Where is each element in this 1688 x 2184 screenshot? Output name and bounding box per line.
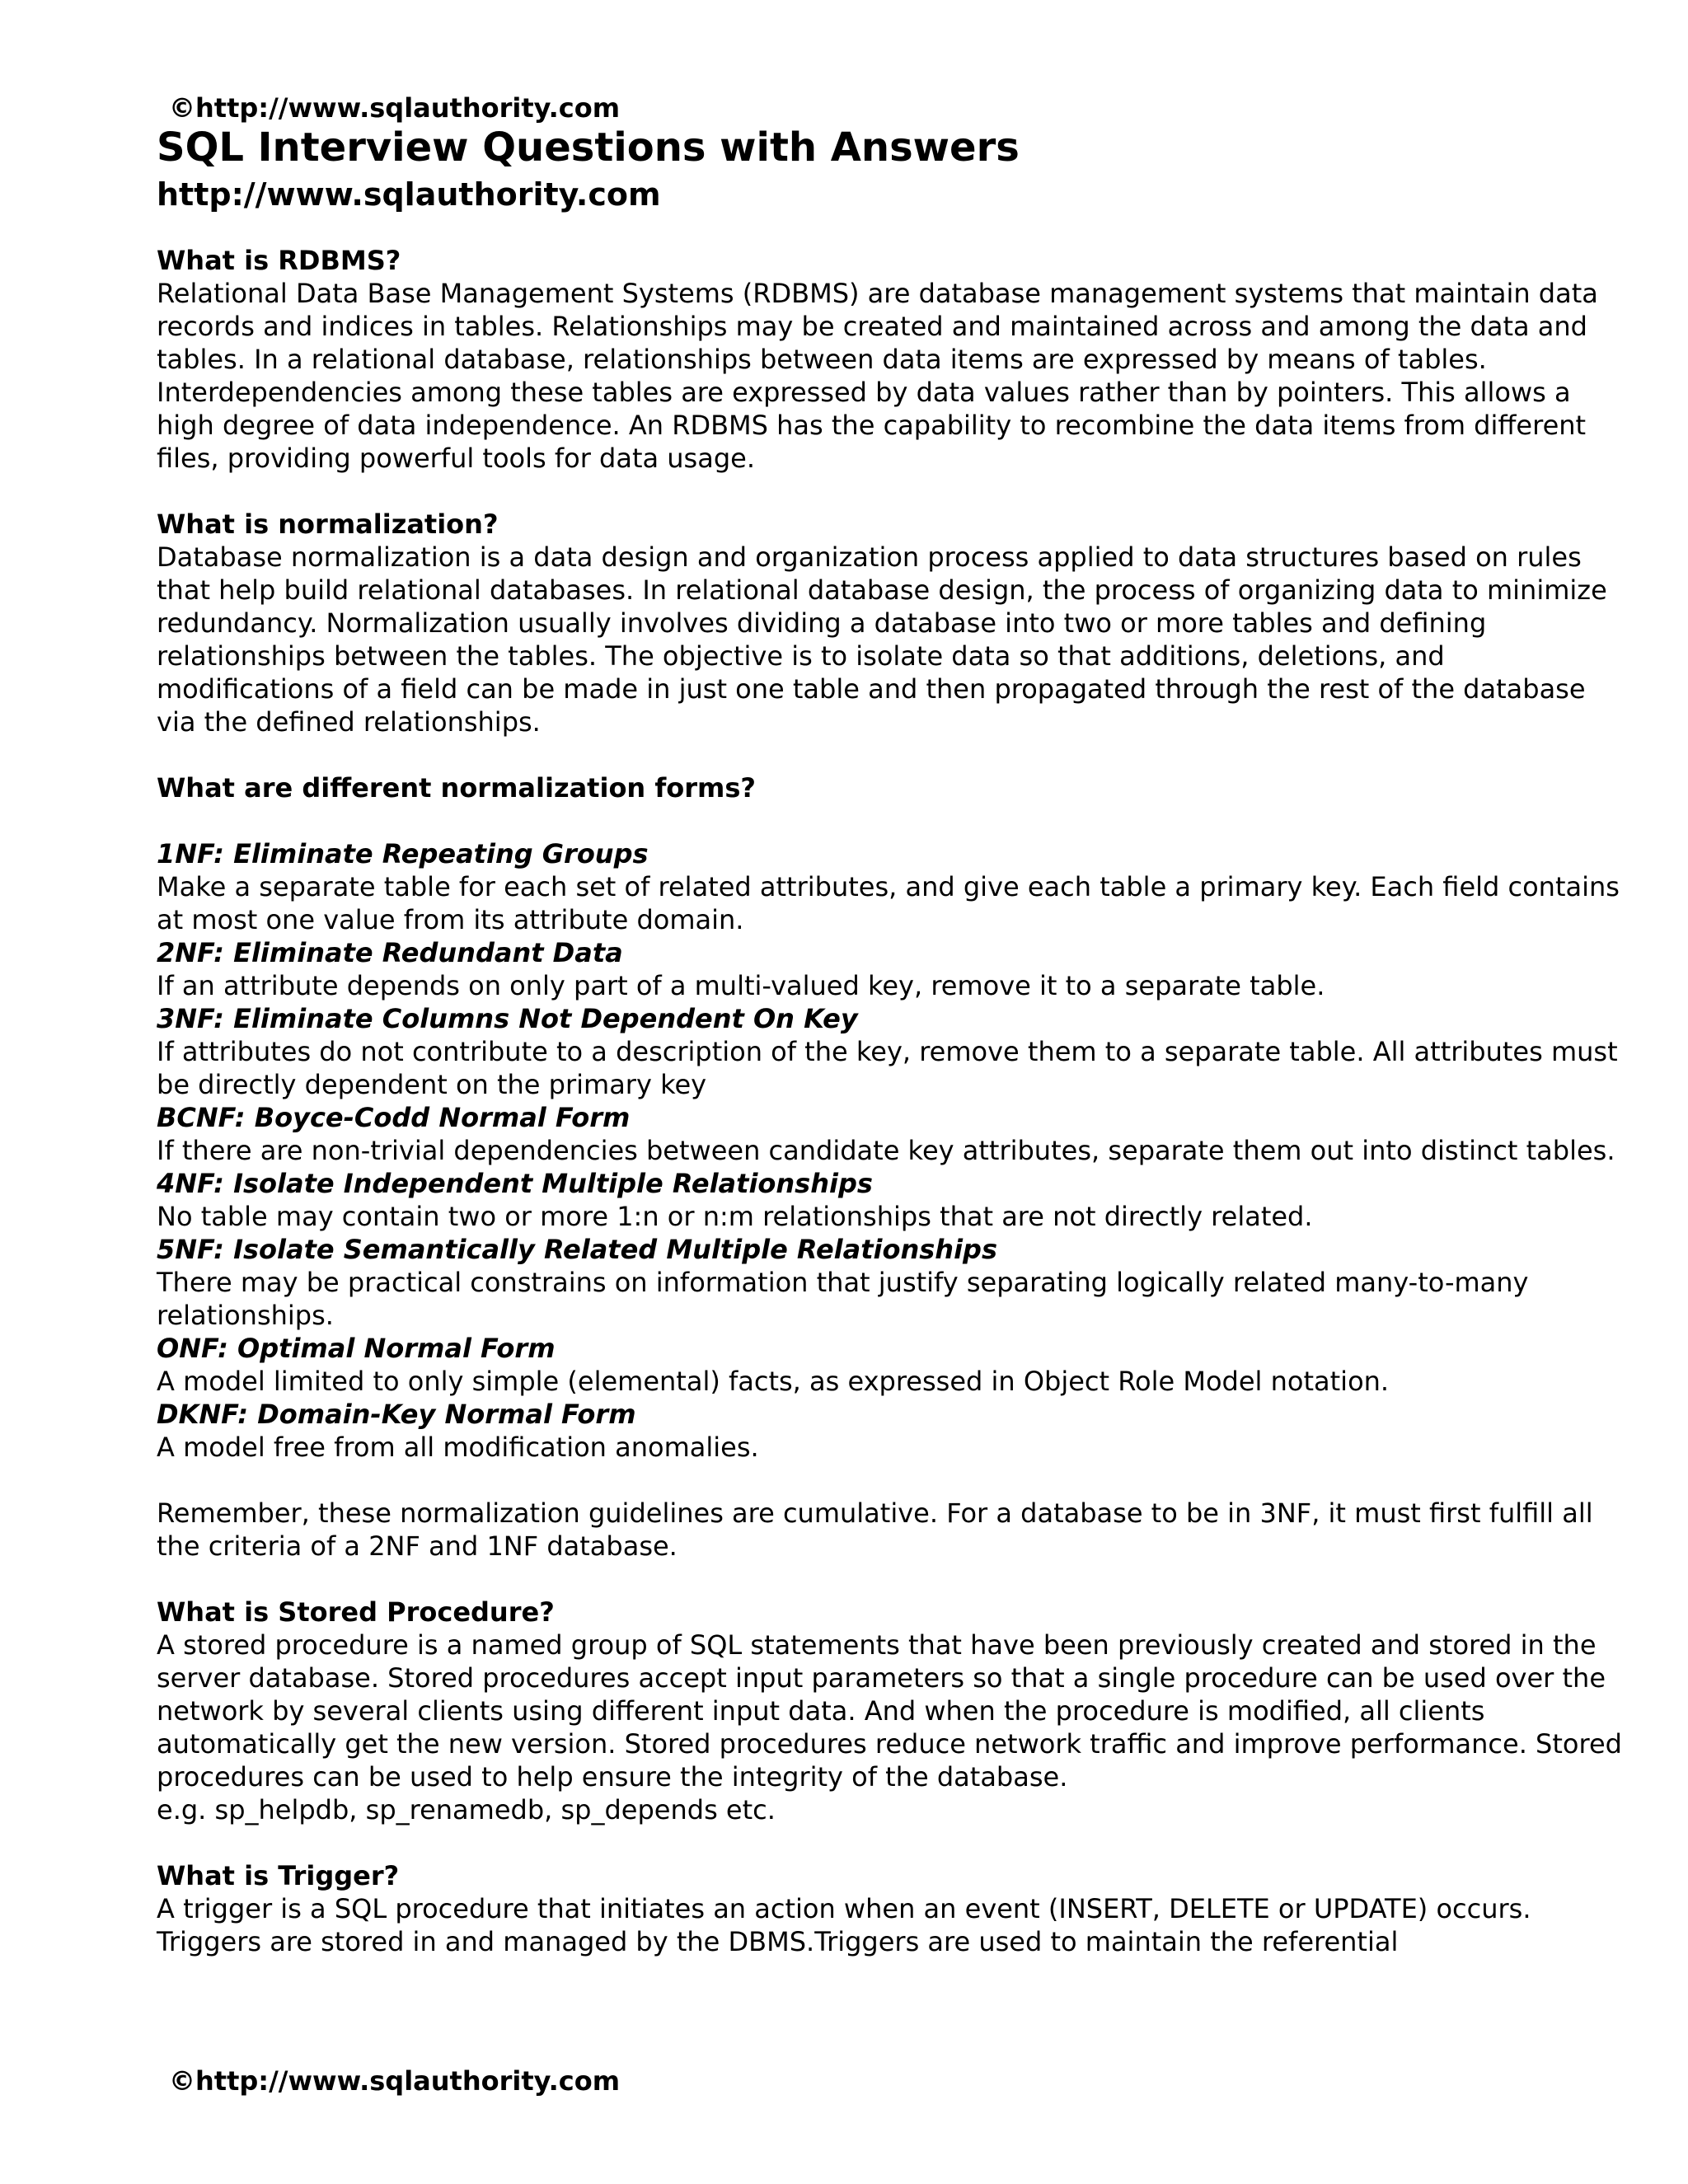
examples-line: e.g. sp_helpdb, sp_renamedb, sp_depends etc.: [157, 1794, 776, 1825]
form-description-bcnf: If there are non-trivial dependencies between candidate key attributes, separate them out into distinct tables.: [157, 1135, 1615, 1166]
form-heading-2nf: 2NF: Eliminate Redundant Data: [157, 937, 623, 968]
section-normalization-forms: [157, 771, 1624, 1563]
section-trigger: [157, 1859, 1624, 1958]
header-copyright: ©http://www.sqlauthority.com: [169, 92, 621, 124]
question-heading: What is RDBMS?: [157, 245, 401, 276]
form-description-5nf: There may be practical constrains on information that justify separating logically related many-to-many relationships.: [157, 1267, 1529, 1331]
footer-copyright: ©http://www.sqlauthority.com: [169, 2065, 621, 2097]
form-heading-5nf: 5NF: Isolate Semantically Related Multiple Relationships: [157, 1234, 997, 1265]
form-heading-3nf: 3NF: Eliminate Columns Not Dependent On Key: [157, 1003, 858, 1034]
document-content: [157, 122, 1624, 1958]
form-heading-1nf: 1NF: Eliminate Repeating Groups: [157, 838, 649, 869]
section-normalization: [157, 508, 1624, 738]
form-description-2nf: If an attribute depends on only part of a multi-valued key, remove it to a separate table.: [157, 970, 1325, 1001]
document-url: http://www.sqlauthority.com: [157, 176, 661, 213]
question-heading: What is Stored Procedure?: [157, 1596, 555, 1628]
section-stored-procedure: [157, 1596, 1624, 1826]
answer-paragraph: A trigger is a SQL procedure that initiates an action when an event (INSERT, DELETE or UPDATE) occurs. Triggers are stored in and managed by the DBMS.Triggers are used to maintain the referential: [157, 1893, 1531, 1957]
answer-paragraph: A stored procedure is a named group of SQL statements that have been previously created and stored in the server database. Stored procedures accept input parameters so that a single procedure can be used over the network by several clients using different input data. And when the procedure is modified, all clients automatically get the new version. Stored procedures reduce network traffic and improve performance. Stored procedures can be used to help ensure the integrity of the database.: [157, 1629, 1622, 1793]
answer-paragraph: Database normalization is a data design and organization process applied to data structures based on rules that help build relational databases. In relational database design, the process of organizing data to minimize redundancy. Normalization usually involves dividing a database into two or more tables and defining relationships between the tables. The objective is to isolate data so that additions, deletions, and modifications of a field can be made in just one table and then propagated through the rest of the database via the defined relationships.: [157, 541, 1607, 738]
question-heading: What is normalization?: [157, 509, 499, 540]
question-heading: What is Trigger?: [157, 1860, 400, 1891]
document-title: SQL Interview Questions with Answers: [157, 124, 1020, 171]
section-rdbms: [157, 244, 1624, 475]
form-heading-bcnf: BCNF: Boyce-Codd Normal Form: [157, 1102, 631, 1133]
form-description-1nf: Make a separate table for each set of related attributes, and give each table a primary key. Each field contains at most one value from its attribute domain.: [157, 871, 1620, 935]
answer-paragraph: Relational Data Base Management Systems (RDBMS) are database management systems that maintain data records and indices in tables. Relationships may be created and maintained across and among the data and tables. In a relational database, relationships between data items are expressed by means of tables. Interdependencies among these tables are expressed by data values rather than by pointers. This allows a high degree of data independence. An RDBMS has the capability to recombine the data items from different files, providing powerful tools for data usage.: [157, 278, 1598, 474]
form-description-onf: A model limited to only simple (elemental) facts, as expressed in Object Role Model notation.: [157, 1366, 1390, 1397]
form-heading-4nf: 4NF: Isolate Independent Multiple Relationships: [157, 1168, 873, 1199]
form-heading-dknf: DKNF: Domain-Key Normal Form: [157, 1399, 636, 1430]
form-description-dknf: A model free from all modification anomalies.: [157, 1432, 759, 1463]
form-heading-onf: ONF: Optimal Normal Form: [157, 1333, 556, 1364]
question-heading: What are different normalization forms?: [157, 772, 756, 804]
normal-forms-list: [157, 837, 1624, 1464]
form-description-3nf: If attributes do not contribute to a description of the key, remove them to a separate table. All attributes must be directly dependent on the primary key: [157, 1036, 1618, 1100]
cumulative-note: Remember, these normalization guidelines are cumulative. For a database to be in 3NF, it must first fulfill all the criteria of a 2NF and 1NF database.: [157, 1497, 1593, 1562]
form-description-4nf: No table may contain two or more 1:n or n:m relationships that are not directly related.: [157, 1201, 1313, 1232]
